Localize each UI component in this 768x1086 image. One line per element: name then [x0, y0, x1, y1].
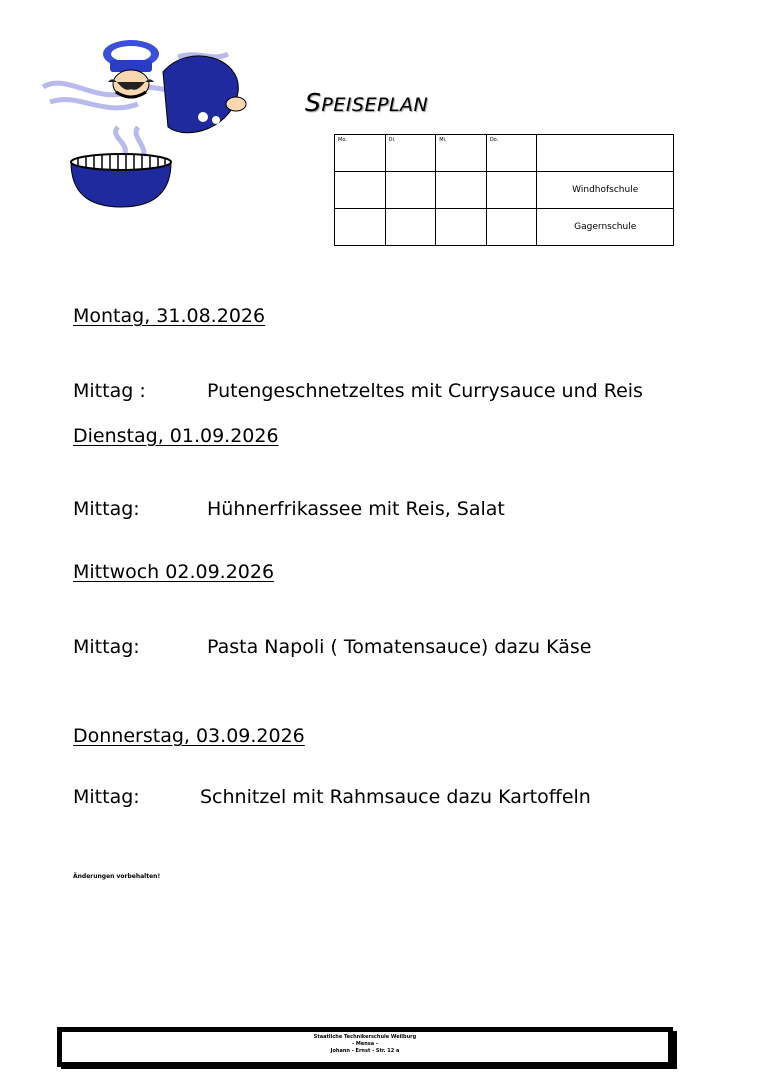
day-cell-do: Do.	[486, 135, 537, 172]
meal-label: Mittag:	[73, 786, 140, 808]
day-heading-wednesday: Mittwoch 02.09.2026	[73, 561, 275, 583]
meal-label: Mittag:	[73, 498, 140, 520]
meal-text-thursday: Schnitzel mit Rahmsauce dazu Kartoffeln	[200, 786, 591, 808]
table-row	[335, 135, 674, 172]
day-heading-monday: Montag, 31.08.2026	[73, 305, 266, 327]
day-heading-tuesday: Dienstag, 01.09.2026	[73, 425, 279, 447]
school-name: Gagernschule	[537, 209, 674, 246]
table-row	[335, 209, 674, 246]
meal-text-tuesday: Hühnerfrikassee mit Reis, Salat	[207, 498, 505, 520]
footer-box	[57, 1027, 673, 1067]
day-cell-mi: Mi.	[436, 135, 487, 172]
table-row	[335, 172, 674, 209]
footer-line: Staatliche Technikerschule Weilburg	[313, 1034, 417, 1040]
meal-label: Mittag:	[73, 636, 140, 658]
school-name: Windhofschule	[537, 172, 674, 209]
change-note: Änderungen vorbehalten!	[73, 873, 161, 880]
page-title: SPEISEPLAN	[305, 88, 429, 117]
day-cell-di: Di.	[385, 135, 436, 172]
meal-text-wednesday: Pasta Napoli ( Tomatensauce) dazu Käse	[207, 636, 592, 658]
footer-line: Johann - Ernst - Str. 12 a	[330, 1048, 400, 1054]
meal-text-monday: Putengeschnetzeltes mit Currysauce und Reis	[207, 380, 643, 402]
school-day-table	[334, 134, 674, 246]
footer-line: - Mensa -	[352, 1041, 378, 1047]
chef-logo	[38, 32, 248, 212]
blank-cell	[537, 135, 674, 172]
day-heading-thursday: Donnerstag, 03.09.2026	[73, 725, 305, 747]
meal-label: Mittag :	[73, 380, 146, 402]
day-cell-mo: Mo.	[335, 135, 386, 172]
